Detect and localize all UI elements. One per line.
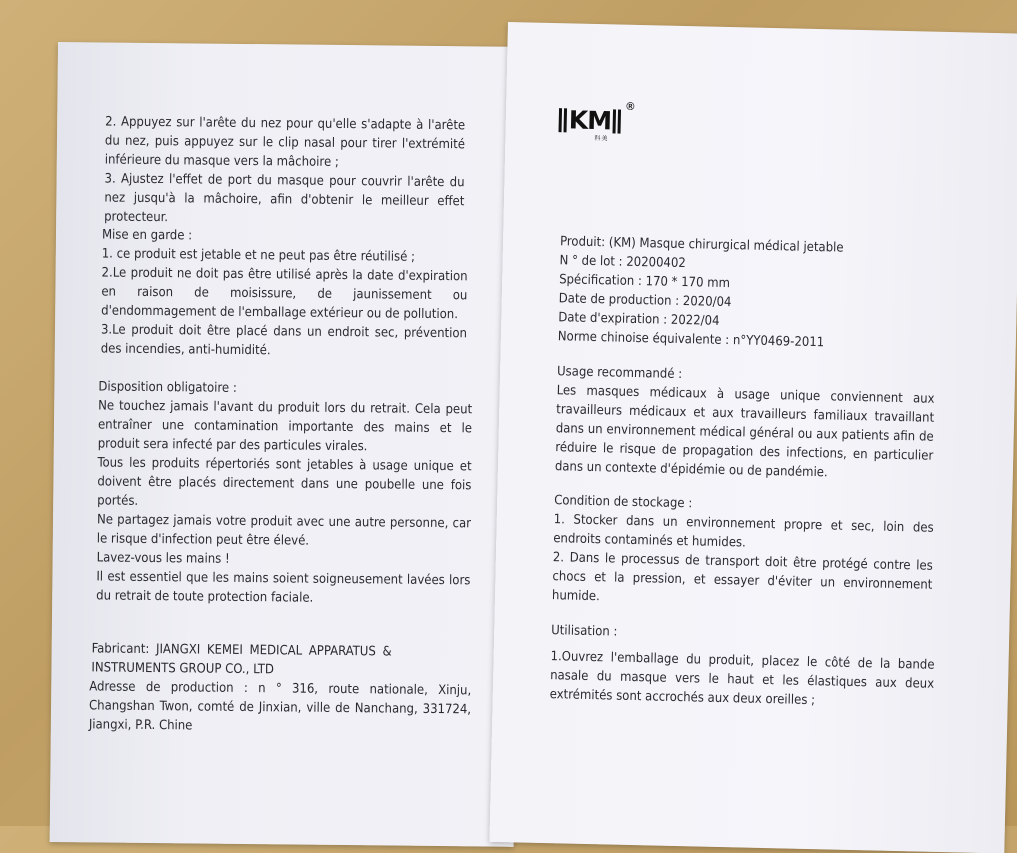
- specification: Spécification : 170 * 170 mm: [558, 272, 731, 292]
- disposition-item: Lavez-vous les mains !: [96, 550, 230, 567]
- disposition-title: Disposition obligatoire :: [98, 379, 237, 396]
- manufacturer: Fabricant: JIANGXI KEMEI MEDICAL APPARATUS & INSTRUMENTS GROUP CO., LTD: [91, 641, 392, 678]
- expiration-date: Date d'expiration : 2022/04: [558, 310, 720, 329]
- registered-mark: ®: [626, 100, 635, 113]
- product-name: Produit: (KM) Masque chirurgical médical jetable: [559, 234, 844, 256]
- warning-item: 1. ce produit est jetable et ne peut pas être réutilisé ;: [101, 246, 416, 265]
- logo-text: KM: [568, 105, 612, 136]
- instruction-step-3: 3. Ajustez l'effet de port du masque pour couvrir l'arête du nez jusqu'à la mâchoire, afin d'obtenir le meilleur effet protecteur.: [104, 171, 465, 226]
- right-leaflet-page: [489, 22, 1017, 853]
- disposition-item: Ne partagez jamais votre produit avec une autre personne, car le risque d'infection peut être élevé.: [96, 512, 472, 549]
- warning-item: 2.Le produit ne doit pas être utilisé après la date d'expiration en raison de moisissure, de jaunissement ou d'endommagement de l'emballage extérieur ou de pollution.: [101, 265, 468, 323]
- lot-number: N ° de lot : 20200402: [559, 253, 686, 272]
- storage-title: Condition de stockage :: [553, 493, 693, 512]
- disposition-item: Il est essentiel que les mains soient soigneusement lavées lors du retrait de toute protection faciale.: [96, 569, 471, 606]
- km-logo: [559, 100, 635, 143]
- logo-bars-right: [613, 109, 622, 133]
- storage-item: 1. Stocker dans un environnement propre et sec, loin des endroits contaminés et humides.: [553, 512, 934, 551]
- disposition-item: Tous les produits répertoriés sont jetables à usage unique et doivent être placés directement dans une poubelle une fois portés.: [97, 455, 472, 509]
- warning-title: Mise en garde :: [101, 227, 193, 244]
- storage-item: 2. Dans le processus de transport doit être protégé contre les chocs et la pression, et essayer d'éviter un environnement humide.: [551, 550, 933, 605]
- left-leaflet-page: [50, 42, 522, 847]
- instruction-step-2: 2. Appuyez sur l'arête du nez pour qu'elle s'adapte à l'arête du nez, puis appuyez sur le clip nasal pour tirer l'extrémité inférieure du masque vers la mâchoire ;: [104, 114, 466, 170]
- chinese-standard: Norme chinoise équivalente : n°YY0469-2011: [557, 329, 825, 351]
- production-date: Date de production : 2020/04: [558, 291, 732, 311]
- utilisation-title: Utilisation :: [551, 623, 618, 640]
- utilisation-step-1: 1.Ouvrez l'emballage du produit, placez le côté de la bande nasale du masque vers le haut et les élastiques aux deux extrémités sont accrochés aux deux oreilles ;: [549, 649, 935, 709]
- warning-item: 3.Le produit doit être placé dans un endroit sec, prévention des incendies, anti-humidité.: [100, 322, 468, 359]
- logo-bars-left: [559, 108, 568, 132]
- usage-text: Les masques médicaux à usage unique conviennent aux travailleurs médicaux et aux travailleurs familiaux travaillant dans un environnement médical général ou aux patients afin de réduire le risque de propagation des infections, en particulier dans un contexte d'épidémie ou de pandémie.: [554, 383, 935, 481]
- logo-subtext: 科美: [594, 135, 609, 143]
- usage-title: Usage recommandé :: [556, 364, 683, 383]
- disposition-item: Ne touchez jamais l'avant du produit lors du retrait. Cela peut entraîner une contamination importante des mains et le produit sera infecté par des particules virales.: [97, 398, 473, 455]
- production-address: Adresse de production : n ° 316, route nationale, Xinju, Changshan Twon, comté de Jinxian, ville de Nanchang, 331724, Jiangxi, P.R. Chine: [88, 679, 472, 734]
